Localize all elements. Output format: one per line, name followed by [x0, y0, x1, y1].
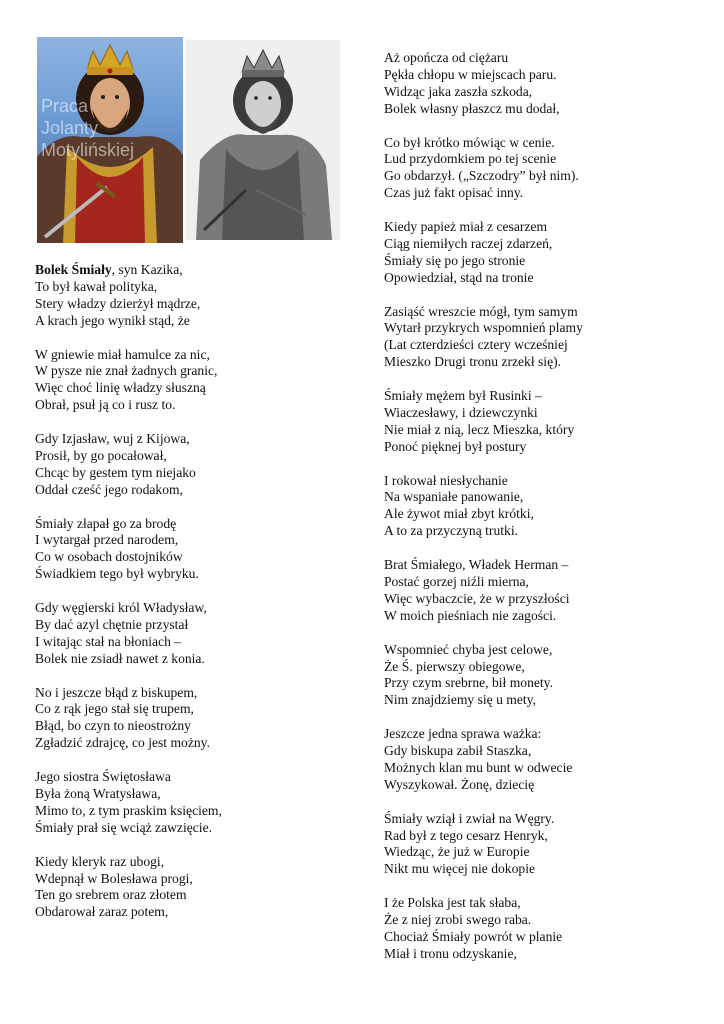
poem-line: By dać azyl chętnie przystał [35, 616, 189, 632]
stanza [35, 431, 355, 499]
stanza [384, 811, 704, 879]
poem-line [35, 262, 355, 279]
poem-line: Że Ś. pierwszy obiegowe, [384, 658, 525, 674]
poem-line: Oddał cześć jego rodakom, [35, 481, 183, 497]
poem-line: A krach jego wynikł stąd, że [35, 312, 190, 328]
poem-line: Wytarł przykrych wspomnień plamy [384, 320, 583, 336]
poem-line: Obrał, psuł ją co i rusz to. [35, 397, 176, 413]
poem-line: (Lat czterdzieści cztery wcześniej [384, 337, 568, 353]
poem-line: Pękła chłopu w miejscach paru. [384, 66, 557, 82]
poem-line: I że Polska jest tak słaba, [384, 895, 521, 911]
poem-line: Ale żywot miał zbyt krótki, [384, 506, 534, 522]
stanza [35, 685, 355, 753]
king-engraving-illustration [186, 40, 340, 240]
poem-line: Go obdarzył. („Szczodry” był nim). [384, 168, 579, 184]
poem-line: Wiaczesławy, i dziewczynki [384, 404, 538, 420]
poem-line: Opowiedział, stąd na tronie [384, 269, 534, 285]
poem-line: Śmiały prał się wciąż zawzięcie. [35, 819, 213, 835]
stanza [384, 219, 704, 287]
poem-line: Na wspaniałe panowanie, [384, 489, 524, 505]
poem-line: Miał i tronu odzyskanie, [384, 945, 517, 961]
poem-line: Błąd, bo czyn to nieostrożny [35, 718, 191, 734]
stanza [384, 50, 704, 118]
stanza [384, 895, 704, 963]
poem-line: Więc wybaczcie, że w przyszłości [384, 590, 570, 606]
poem-line: Obdarował zaraz potem, [35, 904, 169, 920]
stanza [35, 347, 355, 415]
poem-line: Bolek własny płaszcz mu dodał, [384, 100, 560, 116]
stanza [384, 135, 704, 203]
poem-line: Postać gorzej niźli mierna, [384, 574, 529, 589]
poem-line: Chcąc by gestem tym niejako [35, 464, 196, 480]
poem-line: Śmiały wziął i zwiał na Węgry. [384, 810, 555, 826]
poem-line: I witając stał na błoniach – [35, 633, 182, 649]
poem-line: Ten go srebrem oraz złotem [35, 887, 187, 903]
stanza [384, 304, 704, 372]
poem-line: Co z rąk jego stał się trupem, [35, 701, 194, 717]
stanza [384, 473, 704, 541]
poem-line: Zasiąść wreszcie mógł, tym samym [384, 303, 578, 319]
poem-title-rest: , syn Kazika, [111, 262, 183, 277]
poem-line: Aż opończa od ciężaru [384, 50, 509, 65]
poem-line: Co w osobach dostojników [35, 549, 183, 565]
poem-line: Przy czym srebrne, bił monety. [384, 675, 553, 691]
king-color-portrait [37, 37, 183, 243]
poem-line: Gdy węgierski król Władysław, [35, 600, 207, 616]
poem-line: Świadkiem tego był wybryku. [35, 566, 199, 582]
poem-line: W pysze nie znał żadnych granic, [35, 363, 218, 379]
poem-line: W moich pieśniach nie zagości. [384, 607, 557, 623]
poem-line: A to za przyczyną trutki. [384, 523, 518, 539]
poem-line: To był kawał polityka, [35, 278, 158, 294]
poem-line: Że z niej zrobi swego raba. [384, 912, 532, 928]
poem-line: Śmiały się po jego stronie [384, 252, 526, 268]
poem-line: Mimo to, z tym praskim księciem, [35, 802, 222, 818]
watermark-text: Praca Jolanty Motylińskiej [41, 96, 135, 160]
poem-line: Co był krótko mówiąc w cenie. [384, 134, 555, 150]
stanza [35, 854, 355, 922]
poem-line: Czas już fakt opisać inny. [384, 185, 524, 201]
poem-line: Zgładzić zdrajcę, co jest możny. [35, 735, 210, 751]
poem-line: Wdepnął w Bolesława progi, [35, 870, 193, 886]
poem-line: Więc choć linię władzy słuszną [35, 380, 206, 396]
poem-line: Była żoną Wratysława, [35, 786, 161, 801]
poem-line: Nim znajdziemy się u mety, [384, 692, 537, 708]
poem-line: Śmiały mężem był Rusinki – [384, 388, 542, 404]
poem-line: Ponoć pięknej był postury [384, 438, 527, 454]
stanza [35, 600, 355, 668]
poem-line: Brat Śmiałego, Władek Herman – [384, 557, 569, 573]
poem-line: Wiedząc, że już w Europie [384, 844, 530, 860]
stanza [384, 726, 704, 794]
poem-line: Ciąg niemiłych raczej zdarzeń, [384, 235, 553, 251]
poem-line: Wyszykował. Żonę, dziecię [384, 776, 535, 792]
king-color-illustration [37, 37, 183, 243]
stanza [384, 557, 704, 625]
poem-line: Jego siostra Świętosława [35, 769, 171, 785]
poem-line: Nikt mu więcej nie dokopie [384, 861, 536, 877]
poem-line: No i jeszcze błąd z biskupem, [35, 684, 198, 700]
poem-line: Gdy biskupa zabił Staszka, [384, 743, 532, 759]
poem-line: Lud przydomkiem po tej scenie [384, 151, 557, 167]
poem-line: Śmiały złapał go za brodę [35, 515, 177, 531]
stanza [35, 262, 355, 330]
stanza [384, 642, 704, 710]
poem-line: Chociaż Śmiały powrót w planie [384, 928, 563, 944]
stanza [35, 516, 355, 584]
poem-line: Kiedy kleryk raz ubogi, [35, 853, 165, 869]
poem-line: Możnych klan mu bunt w odwecie [384, 759, 573, 775]
poem-line: Gdy Izjasław, wuj z Kijowa, [35, 431, 190, 447]
poem-line: W gniewie miał hamulce za nic, [35, 346, 210, 362]
poem-right-column [384, 50, 704, 980]
stanza [384, 388, 704, 456]
poem-line: Prosił, by go pocałował, [35, 447, 167, 463]
poem-line: Wspomnieć chyba jest celowe, [384, 641, 553, 657]
king-engraving-portrait [186, 40, 340, 240]
stanza [35, 769, 355, 837]
poem-left-column [35, 262, 355, 938]
poem-line: Bolek nie zsiadł nawet z konia. [35, 650, 205, 666]
poem-line: I wytargał przed narodem, [35, 532, 179, 548]
poem-line: Kiedy papież miał z cesarzem [384, 219, 548, 235]
poem-line: Rad był z tego cesarz Henryk, [384, 827, 548, 843]
poem-line: Jeszcze jedna sprawa ważka: [384, 726, 542, 742]
poem-line: Nie miał z nią, lecz Mieszka, który [384, 421, 575, 437]
poem-line: Stery władzy dzierżył mądrze, [35, 295, 201, 311]
poem-line: Mieszko Drugi tronu zrzekł się). [384, 354, 562, 370]
poem-line: Widząc jaka zaszła szkoda, [384, 83, 533, 99]
poem-line: I rokował niesłychanie [384, 472, 508, 488]
poem-title-name: Bolek Śmiały [35, 262, 112, 277]
